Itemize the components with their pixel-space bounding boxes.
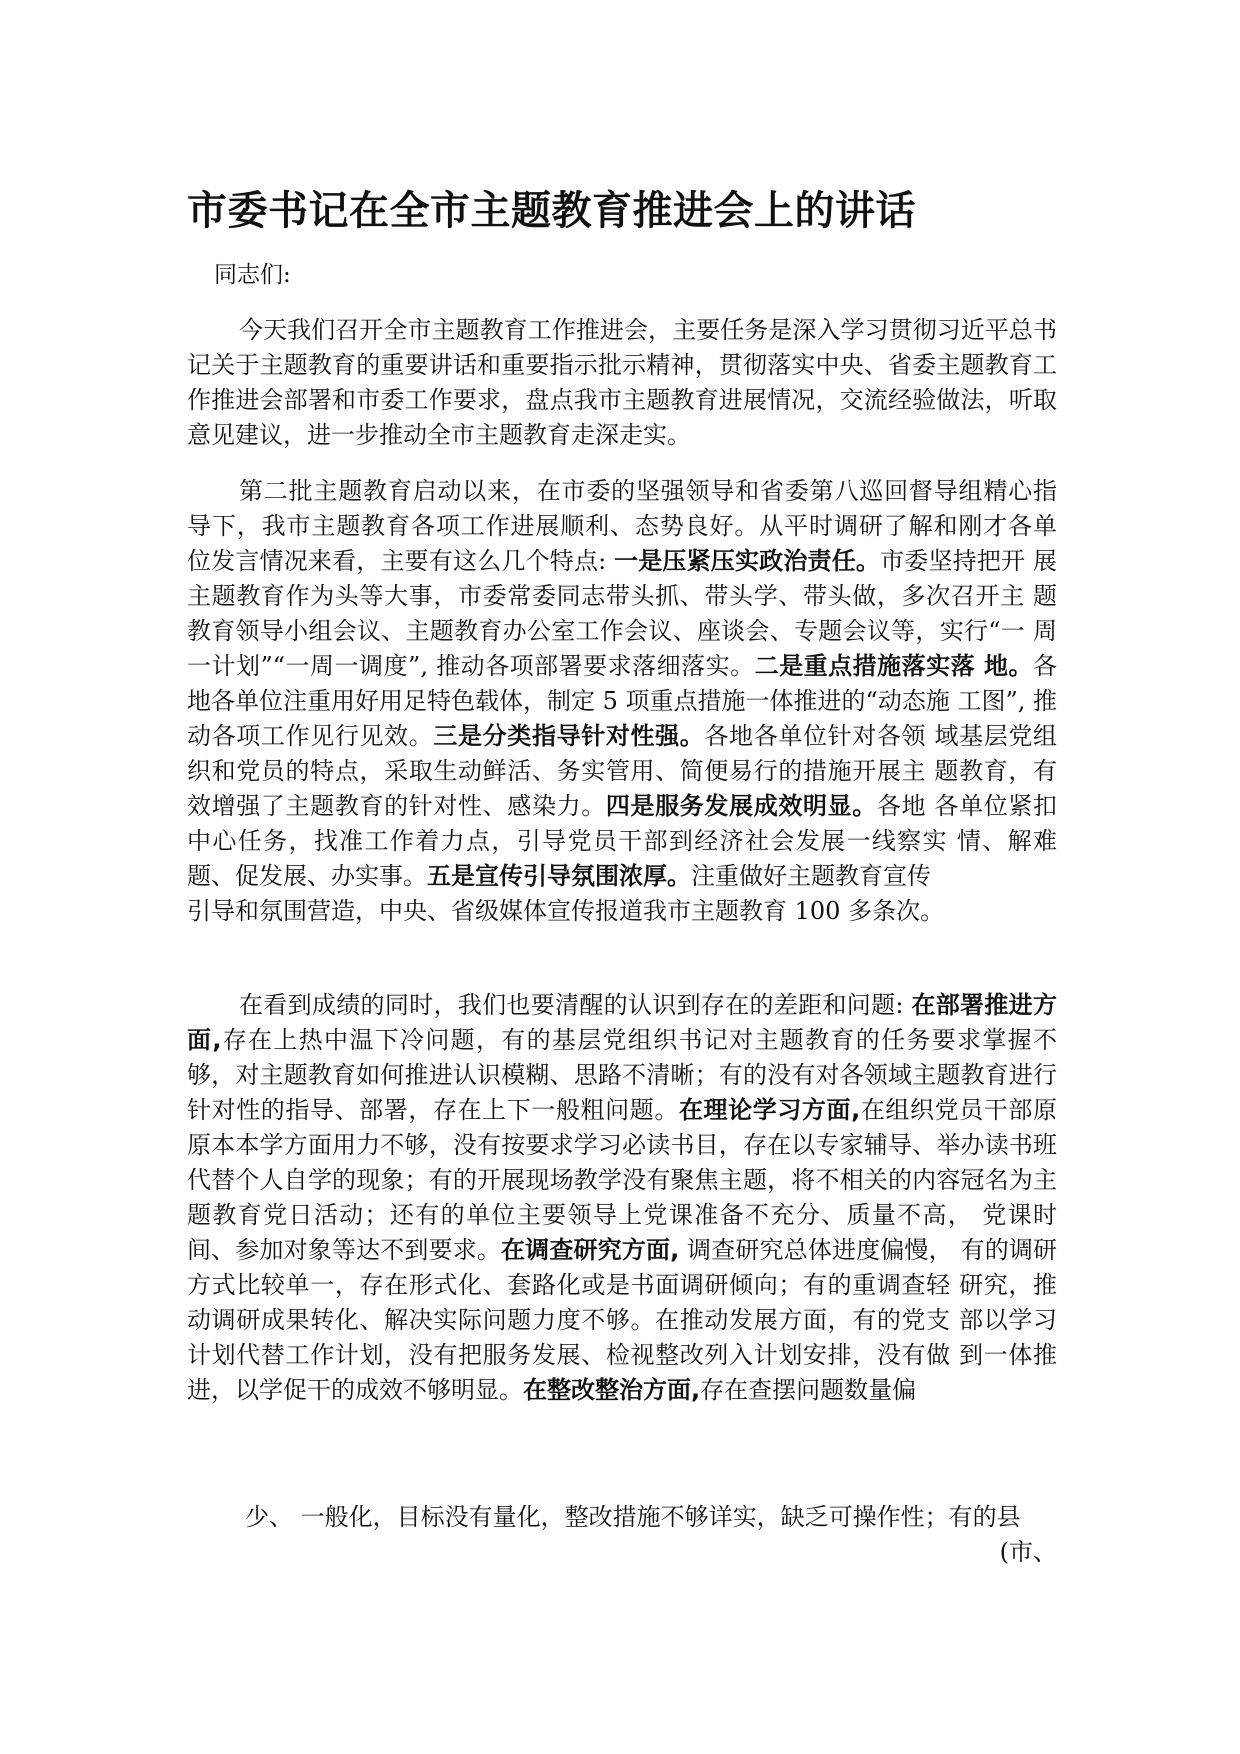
body-text: 市委坚持把开 展主题教育作为头等大事，市委常委同志带头抓、带头学、带头做，多次召开主 题教育领导小组会议、主题教育办公室工作会议、座谈会、专题会议等，实行“一 周一计划”“一周一调度”, 推动各项部署要求落细落实。 bbox=[187, 547, 1057, 680]
paragraph-intro bbox=[187, 313, 1057, 453]
emphasis-text: 在整改整治方面, bbox=[523, 1376, 701, 1404]
emphasis-text: 一是压紧压实政治责任。 bbox=[614, 547, 881, 575]
body-text: 存在上热中温下冷问题，有的基层党组织书记对主题教育的任务要求掌握不够，对主题教育如何推进认识模糊、思路不清晰；有的没有对各领域主题教育进行针对性的指导、部署，存在上下一般粗问题。 bbox=[187, 1026, 1057, 1124]
emphasis-text: 在部署推进方面, bbox=[187, 991, 1057, 1054]
page-title: 市委书记在全市主题教育推进会上的讲话 bbox=[187, 188, 916, 234]
body-text: 各地各单位注重用好用足特色载体，制定 5 项重点措施一体推进的“动态施 工图”, 推动各项工作见行见效。 bbox=[187, 652, 1057, 750]
body-text: 各地 各单位紧扣中心任务，找准工作着力点，引导党员干部到经济社会发展一线察实 情、解难题、促发展、办实事。 bbox=[187, 792, 1057, 890]
body-text: 今天我们召开全市主题教育工作推进会，主要任务是深入学习贯彻习近平总书记关于主题教育的重要讲话和重要指示批示精神，贯彻落实中央、省委主题教育工作推进会部署和市委工作要求，盘点我市主题教育进展情况，交流经验做法，听取意见建议，进一步推动全市主题教育走深走实。 bbox=[187, 316, 1057, 449]
body-text: 存在查摆问题数量偏 bbox=[700, 1376, 917, 1404]
emphasis-text: 二是重点措施落实落 地。 bbox=[754, 652, 1033, 680]
body-text: 调查研究总体进度偏慢， 有的调研方式比较单一，存在形式化、套路化或是书面调研倾向；有的重调查轻 研究，推动调研成果转化、解决实际问题力度不够。在推动发展方面，有的党支 部以学习计划代替工作计划，没有把服务发展、检视整改列入计划安排，没有做 到一体推进，以学促干的成效不够明显。 bbox=[187, 1236, 1057, 1404]
tail-line: 少、 一般化，目标没有量化，整改措施不够详实，缺乏可操作性；有的县 bbox=[245, 1503, 1021, 1531]
emphasis-text: 三是分类指导针对性强。 bbox=[433, 722, 705, 750]
body-text: 注重做好主题教育宣传 bbox=[691, 862, 931, 890]
paragraph-achievements bbox=[187, 474, 1057, 929]
emphasis-text: 四是服务发展成效明显。 bbox=[605, 792, 877, 820]
body-text: 第二批主题教育启动以来，在市委的坚强领导和省委第八巡回督导组精心指 导下，我市主题教育各项工作进展顺利、态势良好。从平时调研了解和刚才各单 位发言情况来看，主要有这么几个特点: bbox=[187, 477, 1057, 575]
body-text: 在看到成绩的同时，我们也要清醒的认识到存在的差距和问题: bbox=[239, 991, 912, 1019]
body-text: 各地各单位针对各领 域基层党组织和党员的特点，采取生动鲜活、务实管用、简便易行的措施开展主 题教育，有效增强了主题教育的针对性、感染力。 bbox=[187, 722, 1057, 820]
tail-line: (市、 bbox=[999, 1538, 1057, 1566]
emphasis-text: 在调查研究方面, bbox=[501, 1236, 680, 1264]
emphasis-text: 五是宣传引导氛围浓厚。 bbox=[427, 862, 691, 890]
salutation: 同志们: bbox=[214, 262, 291, 288]
paragraph-problems bbox=[187, 988, 1057, 1408]
body-text: 引导和氛围营造，中央、省级媒体宣传报道我市主题教育 100 多条次。 bbox=[187, 897, 945, 925]
emphasis-text: 在理论学习方面, bbox=[678, 1096, 861, 1124]
body-text: 在组织党员干部原原本本学方面用力不够，没有按要求学习必读书目，存在以专家辅导、举办读书班代替个人自学的现象；有的开展现场教学没有聚焦主题，将不相关的内容冠名为主题教育党日活动；还有的单位主要领导上党课准备不充分、质量不高， 党课时间、参加对象等达不到要求。 bbox=[187, 1096, 1058, 1264]
